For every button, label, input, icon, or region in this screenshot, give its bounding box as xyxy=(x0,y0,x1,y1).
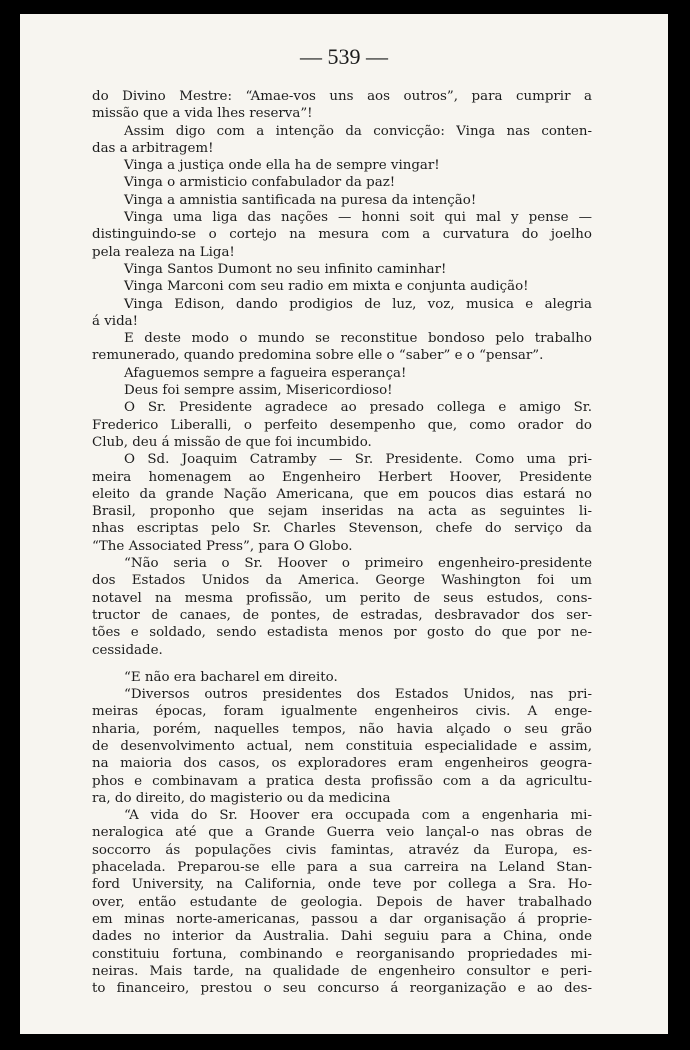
text-line: Vinga uma liga das nações — honni soit qui mal y pense — xyxy=(124,210,592,226)
text-line: ra, do direito, do magisterio ou da medicina xyxy=(92,790,391,806)
text-line: “Diversos outros presidentes dos Estados Unidos, nas pri- xyxy=(124,687,592,703)
text-line: tructor de canaes, de pontes, de estradas, desbravador dos ser- xyxy=(92,607,592,623)
text-line: eleito da grande Nação Americana, que em poucos dias estará no xyxy=(92,486,592,502)
text-line: neiras. Mais tarde, na qualidade de engenheiro consultor e peri- xyxy=(92,963,592,979)
text-line: phos e combinavam a pratica desta profissão com a da agricultu- xyxy=(92,773,592,789)
text-line: Frederico Liberalli, o perfeito desempenho que, como orador do xyxy=(92,417,592,433)
text-line: phacelada. Preparou-se elle para a sua carreira na Leland Stan- xyxy=(92,860,592,876)
text-line: neralogica até que a Grande Guerra veio lançal-o nas obras de xyxy=(92,825,592,841)
text-line: tões e soldado, sendo estadista menos por gosto do que por ne- xyxy=(92,625,592,641)
text-line: Vinga Edison, dando prodigios de luz, voz, musica e alegria xyxy=(124,296,592,312)
body-text xyxy=(92,88,592,997)
text-line: ford University, na California, onde teve por collega a Sra. Ho- xyxy=(92,877,592,893)
document-page xyxy=(20,14,668,1034)
text-line: Vinga a justiça onde ella ha de sempre vingar! xyxy=(124,158,440,174)
text-line: das a arbitragem! xyxy=(92,140,214,156)
text-line: “E não era bacharel em direito. xyxy=(124,669,338,685)
text-line: E deste modo o mundo se reconstitue bondoso pelo trabalho xyxy=(124,331,592,347)
text-line: over, então estudante de geologia. Depois de haver trabalhado xyxy=(92,894,592,910)
text-line: pela realeza na Liga! xyxy=(92,244,235,260)
text-line: “Não seria o Sr. Hoover o primeiro engenheiro-presidente xyxy=(124,556,592,572)
text-line: meira homenagem ao Engenheiro Herbert Hoover, Presidente xyxy=(92,469,592,485)
text-line: meiras épocas, foram igualmente engenheiros civis. A enge- xyxy=(92,704,592,720)
text-line: cessidade. xyxy=(92,642,163,658)
text-line: “A vida do Sr. Hoover era occupada com a engenharia mi- xyxy=(124,808,592,824)
text-line: Deus foi sempre assim, Misericordioso! xyxy=(124,383,393,399)
text-line: Vinga Santos Dumont no seu infinito caminhar! xyxy=(124,261,447,277)
text-line: O Sd. Joaquim Catramby — Sr. Presidente. Como uma pri- xyxy=(124,452,592,468)
text-line: distinguindo-se o cortejo na mesura com a curvatura do joelho xyxy=(92,227,592,243)
text-line: constituiu fortuna, combinando e reorganisando propriedades mi- xyxy=(92,946,592,962)
text-line: to financeiro, prestou o seu concurso á reorganização e ao des- xyxy=(92,981,592,997)
text-line: Assim digo com a intenção da convicção: Vinga nas conten- xyxy=(124,123,592,139)
page-number: — 539 — xyxy=(300,44,388,69)
text-line: dos Estados Unidos da America. George Washington foi um xyxy=(92,573,592,589)
text-line: remunerado, quando predomina sobre elle o “saber” e o “pensar”. xyxy=(92,348,544,364)
text-line: Vinga a amnistia santificada na puresa da intenção! xyxy=(124,192,477,208)
text-line: em minas norte-americanas, passou a dar organisação á proprie- xyxy=(92,911,592,927)
text-line: soccorro ás populações civis famintas, atravéz da Europa, es- xyxy=(92,842,592,858)
text-line: Club, deu á missão de que foi incumbido. xyxy=(92,434,372,450)
text-line: “The Associated Press”, para O Globo. xyxy=(92,538,353,554)
text-line: Vinga o armisticio confabulador da paz! xyxy=(124,175,396,191)
text-line: nharia, porém, naquelles tempos, não havia alçado o seu grão xyxy=(92,721,592,737)
text-line: notavel na mesma profissão, um perito de seus estudos, cons- xyxy=(92,590,592,606)
text-line: de desenvolvimento actual, nem constituia especialidade e assim, xyxy=(92,738,592,754)
text-line: nhas escriptas pelo Sr. Charles Stevenson, chefe do serviço da xyxy=(92,521,592,537)
text-line: Afaguemos sempre a fagueira esperança! xyxy=(124,365,407,381)
text-line: O Sr. Presidente agradece ao presado collega e amigo Sr. xyxy=(124,400,592,416)
text-line: Brasil, proponho que sejam inseridas na acta as seguintes li- xyxy=(92,504,592,520)
text-line: na maioria dos casos, os exploradores eram engenheiros geogra- xyxy=(92,756,592,772)
text-line: á vida! xyxy=(92,313,139,329)
text-line: do Divino Mestre: “Amae-vos uns aos outros”, para cumprir a xyxy=(92,89,592,104)
text-line: Vinga Marconi com seu radio em mixta e conjunta audição! xyxy=(124,279,529,295)
text-line: dades no interior da Australia. Dahi seguiu para a China, onde xyxy=(92,929,592,945)
text-line: missão que a vida lhes reserva”! xyxy=(92,106,313,122)
